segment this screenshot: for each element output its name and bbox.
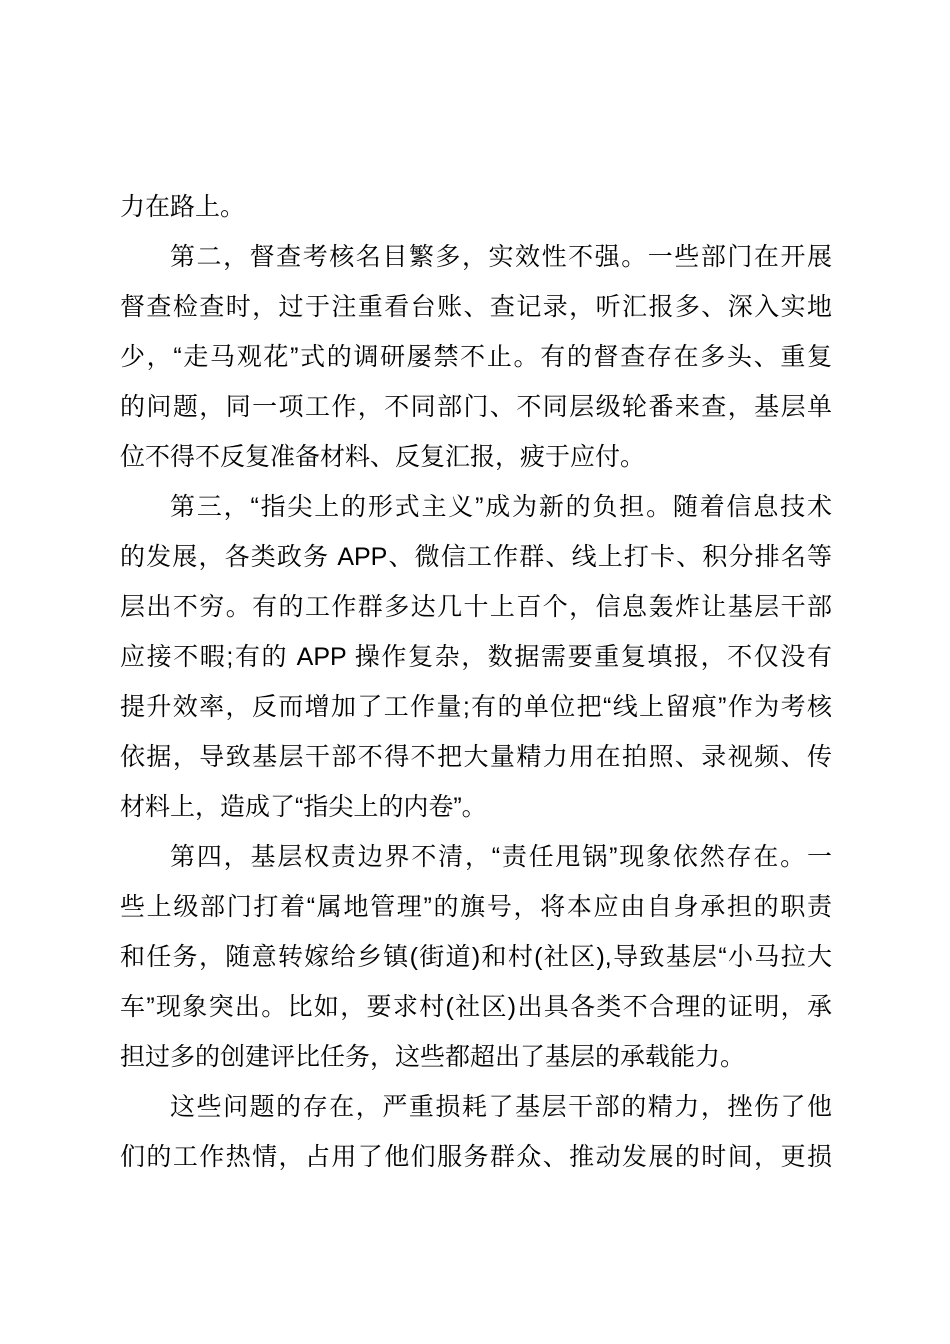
text-line: 担过多的创建评比任务，这些都超出了基层的承载能力。 [120,1043,746,1071]
text-line: 的发展，各类政务 APP、微信工作群、线上打卡、积分排名等 [120,543,832,571]
text-line: 督查检查时，过于注重看台账、查记录，听汇报多、深入实地 [120,293,832,321]
text-line: 车”现象突出。比如，要求村(社区)出具各类不合理的证明，承 [120,993,832,1021]
text-line: 材料上，造成了“指尖上的内卷”。 [120,793,487,821]
text-line: 第三，“指尖上的形式主义”成为新的负担。随着信息技术 [170,493,832,521]
text-line: 提升效率，反而增加了工作量;有的单位把“线上留痕”作为考核 [120,693,832,721]
text-line: 依据，导致基层干部不得不把大量精力用在拍照、录视频、传 [120,743,832,771]
text-line: 力在路上。 [120,193,246,221]
text-line: 层出不穷。有的工作群多达几十上百个，信息轰炸让基层干部 [120,593,832,621]
text-line: 这些问题的存在，严重损耗了基层干部的精力，挫伤了他 [170,1093,832,1121]
text-line: 些上级部门打着“属地管理”的旗号，将本应由自身承担的职责 [120,893,832,921]
text-line: 少，“走马观花”式的调研屡禁不止。有的督查存在多头、重复 [120,343,832,371]
text-line: 们的工作热情，占用了他们服务群众、推动发展的时间，更损 [120,1143,832,1171]
text-line: 位不得不反复准备材料、反复汇报，疲于应付。 [120,443,646,471]
text-line: 应接不暇;有的 APP 操作复杂，数据需要重复填报，不仅没有 [120,643,832,671]
text-line: 和任务，随意转嫁给乡镇(街道)和村(社区),导致基层“小马拉大 [120,943,832,971]
text-line: 的问题，同一项工作，不同部门、不同层级轮番来查，基层单 [120,393,832,421]
text-line: 第二，督查考核名目繁多，实效性不强。一些部门在开展 [170,243,832,271]
text-line: 第四，基层权责边界不清，“责任甩锅”现象依然存在。一 [170,843,832,871]
document-body [120,182,832,1182]
